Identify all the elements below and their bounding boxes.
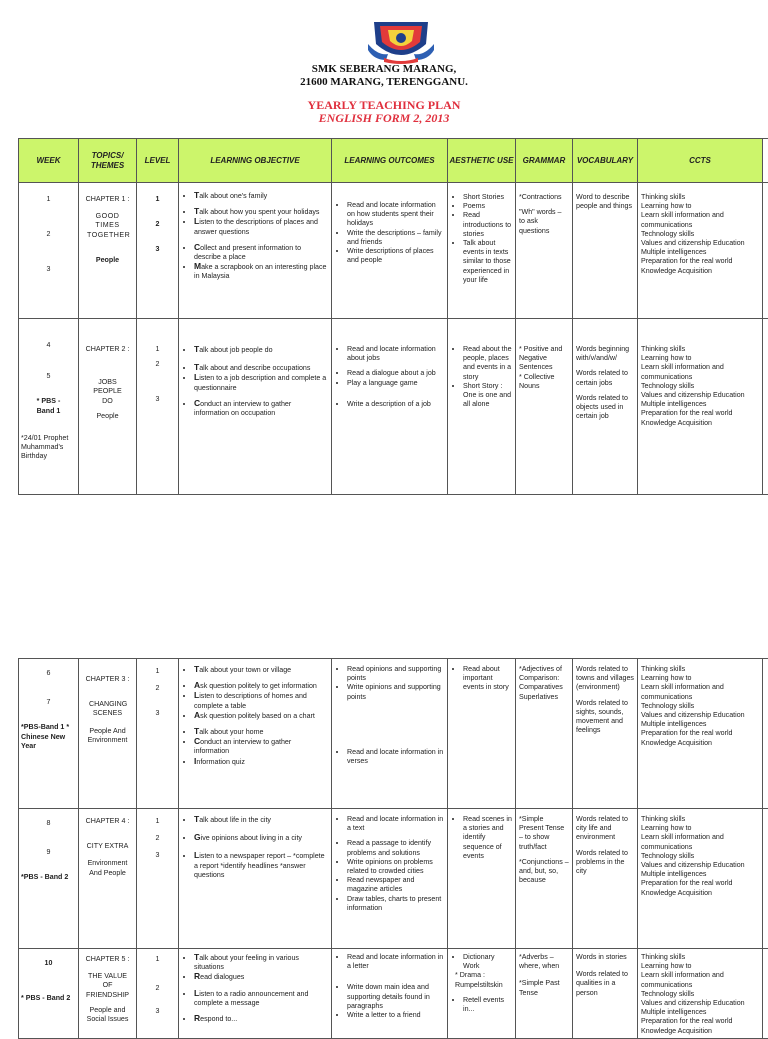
- level-cell: 1 2 3: [137, 319, 179, 495]
- ccts-cell: Thinking skills Learning how to Learn skill information and communications Technology skills Values and citizenship Education Multiple intelligences Preparation for the real world Knowledge Acquisition: [638, 319, 763, 495]
- level-cell: 1 2 3: [137, 659, 179, 809]
- objective-cell: • Talk about one's family • Talk about how you spent your holidays • Listen to the descriptions of places and answer questions • Collect and present information to describe a place • Make a scrapbook on an interesting place in Malaysia: [179, 183, 332, 319]
- grammar-cell: * Positive and Negative Sentences * Collective Nouns: [516, 319, 573, 495]
- outcome-cell: • Read and locate information about jobs • Read a dialogue about a job • Play a language game • Write a description of a job: [332, 319, 448, 495]
- aesthetic-cell: • Read about the people, places and events in a story • Short Story : One is one and all alone: [448, 319, 516, 495]
- vocabulary-cell: Words related to city life and environment Words related to problems in the city: [573, 809, 638, 949]
- topic-cell: CHAPTER 3 : CHANGING SCENES People And Environment: [79, 659, 137, 809]
- col-learning-outcomes: LEARNING OUTCOMES: [332, 139, 448, 183]
- table-row: [19, 319, 768, 495]
- grammar-cell: *Contractions "Wh" words – to ask questions: [516, 183, 573, 319]
- week-cell: 6 7 *PBS-Band 1 * Chinese New Year: [19, 659, 79, 809]
- plan-subtitle: ENGLISH FORM 2, 2013: [0, 111, 768, 125]
- col-ccts: CCTS: [638, 139, 763, 183]
- objective-cell: • Talk about life in the city • Give opinions about living in a city • Listen to a newspaper report – *complete a report *identify headlines *answer questions: [179, 809, 332, 949]
- school-name: SMK SEBERANG MARANG,: [0, 62, 768, 76]
- level-cell: 1 2 3: [137, 809, 179, 949]
- col-week: WEEK: [19, 139, 79, 183]
- aesthetic-cell: • Dictionary Work * Drama : Rumpelstiltskin • Retell events in...: [448, 949, 516, 1039]
- objective-cell: • Talk about your feeling in various situations • Read dialogues • Listen to a radio announcement and complete a message • Respond to...: [179, 949, 332, 1039]
- grammar-cell: *Adjectives of Comparison: Comparatives Superlatives: [516, 659, 573, 809]
- grammar-cell: *Adverbs – where, when *Simple Past Tense: [516, 949, 573, 1039]
- col-topics: TOPICS/ THEMES: [79, 139, 137, 183]
- outcome-cell: • Read and locate information in a text • Read a passage to identify problems and solutions • Write opinions on problems related to crowded cities • Read newspaper and magazine articles • Draw tables, charts to present information: [332, 809, 448, 949]
- teaching-plan-table-page-1: [18, 138, 768, 495]
- ccts-cell: Thinking skills Learning how to Learn skill information and communications Technology skills Values and citizenship Education Multiple intelligences Preparation for the real world Knowledge Acquisition: [638, 183, 763, 319]
- table-header-row: [19, 139, 768, 183]
- level-cell: 1 2 3: [137, 183, 179, 319]
- week-cell: 8 9 *PBS - Band 2: [19, 809, 79, 949]
- table-row: [19, 659, 768, 809]
- col-learning-objective: LEARNING OBJECTIVE: [179, 139, 332, 183]
- outcome-cell: • Read and locate information on how students spent their holidays • Write the descriptions – family and friends • Write descriptions of places and people: [332, 183, 448, 319]
- table-row: [19, 183, 768, 319]
- outcome-cell: • Read and locate information in a letter • Write down main idea and supporting details found in paragraphs • Write a letter to a friend: [332, 949, 448, 1039]
- week-cell: 4 5 * PBS - Band 1 *24/01 Prophet Muhammad's Birthday: [19, 319, 79, 495]
- topic-cell: CHAPTER 4 : CITY EXTRA Environment And People: [79, 809, 137, 949]
- level-cell: 1 2 3: [137, 949, 179, 1039]
- school-crest-logo: [368, 14, 434, 64]
- ccts-cell: Thinking skills Learning how to Learn skill information and communications Technology skills Values and citizenship Education Multiple intelligences Preparation for the real world Knowledge Acquisition: [638, 659, 763, 809]
- topic-cell: CHAPTER 2 : JOBS PEOPLE DO People: [79, 319, 137, 495]
- vocabulary-cell: Words in stories Words related to qualities in a person: [573, 949, 638, 1039]
- col-aesthetic-use: AESTHETIC USE: [448, 139, 516, 183]
- aesthetic-cell: • Read about important events in story: [448, 659, 516, 809]
- topic-cell: CHAPTER 5 : THE VALUE OF FRIENDSHIP People and Social Issues: [79, 949, 137, 1039]
- col-vocabulary: VOCABULARY: [573, 139, 638, 183]
- table-row: [19, 809, 768, 949]
- week-cell: 1 2 3: [19, 183, 79, 319]
- vocabulary-cell: Words related to towns and villages (environment) Words related to sights, sounds, movement and feelings: [573, 659, 638, 809]
- ccts-cell: Thinking skills Learning how to Learn skill information and communications Technology skills Values and citizenship Education Multiple intelligences Preparation for the real world Knowledge Acquisition: [638, 809, 763, 949]
- grammar-cell: *Simple Present Tense – to show truth/fact *Conjunctions – and, but, so, because: [516, 809, 573, 949]
- col-extra: [763, 139, 768, 183]
- topic-cell: CHAPTER 1 : GOOD TIMES TOGETHER People: [79, 183, 137, 319]
- plan-title: YEARLY TEACHING PLAN: [0, 98, 768, 112]
- col-level: LEVEL: [137, 139, 179, 183]
- col-grammar: GRAMMAR: [516, 139, 573, 183]
- aesthetic-cell: • Short Stories • Poems • Read introductions to stories • Talk about events in texts similar to those experienced in your life: [448, 183, 516, 319]
- vocabulary-cell: Word to describe people and things: [573, 183, 638, 319]
- table-row: [19, 949, 768, 1039]
- teaching-plan-table-page-2: [18, 658, 768, 1039]
- vocabulary-cell: Words beginning with/v/and/w/ Words related to certain jobs Words related to objects used in certain job: [573, 319, 638, 495]
- ccts-cell: Thinking skills Learning how to Learn skill information and communications Technology skills Values and citizenship Education Multiple intelligences Preparation for the real world Knowledge Acquisition: [638, 949, 763, 1039]
- objective-cell: • Talk about job people do • Talk about and describe occupations • Listen to a job description and complete a questionnaire • Conduct an interview to gather information on occupation: [179, 319, 332, 495]
- aesthetic-cell: • Read scenes in a stories and identify sequence of events: [448, 809, 516, 949]
- objective-cell: • Talk about your town or village • Ask question politely to get information • Listen to descriptions of homes and complete a table • Ask question politely based on a chart • Talk about your home • Conduct an interview to gather information • Information quiz: [179, 659, 332, 809]
- outcome-cell: • Read opinions and supporting points • Write opinions and supporting points • Read and locate information in verses: [332, 659, 448, 809]
- week-cell: 10 * PBS - Band 2: [19, 949, 79, 1039]
- school-address: 21600 MARANG, TERENGGANU.: [0, 75, 768, 89]
